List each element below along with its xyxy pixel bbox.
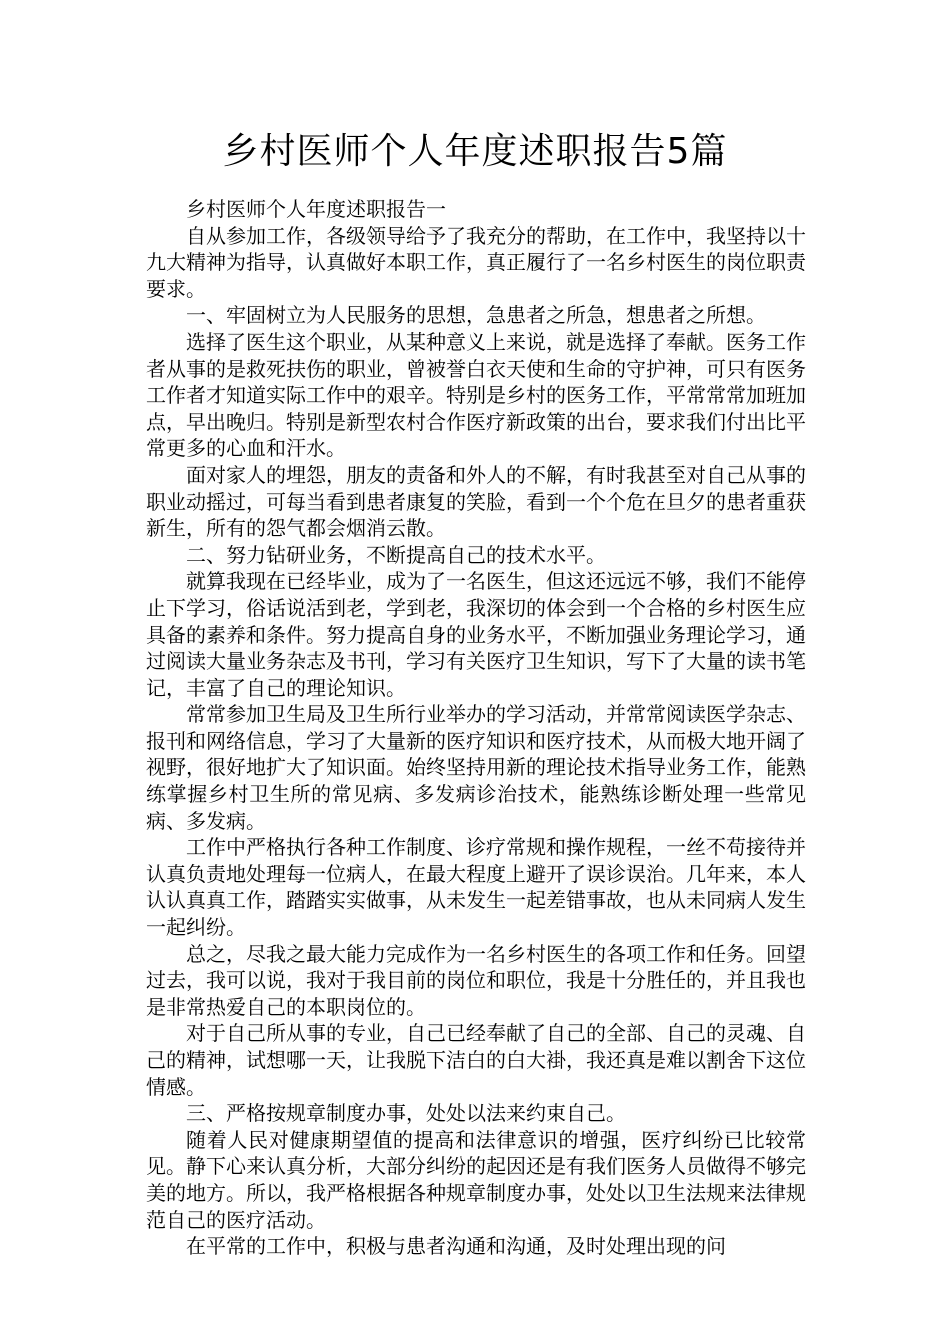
paragraph: 自从参加工作，各级领导给予了我充分的帮助，在工作中，我坚持以十九大精神为指导，认真做好本职工作，真正履行了一名乡村医生的岗位职责要求。 bbox=[146, 223, 806, 301]
paragraph: 就算我现在已经毕业，成为了一名医生，但这还远远不够，我们不能停止下学习，俗话说活到老，学到老，我深切的体会到一个合格的乡村医生应具备的素养和条件。努力提高自身的业务水平，不断加强业务理论学习，通过阅读大量业务杂志及书刊，学习有关医疗卫生知识，写下了大量的读书笔记，丰富了自己的理论知识。 bbox=[146, 569, 806, 700]
section-heading-2: 二、努力钻研业务，不断提高自己的技术水平。 bbox=[186, 542, 606, 567]
paragraph: 总之，尽我之最大能力完成作为一名乡村医生的各项工作和任务。回望过去，我可以说，我对于我目前的岗位和职位，我是十分胜任的，并且我也是非常热爱自己的本职岗位的。 bbox=[146, 941, 806, 1019]
paragraph: 随着人民对健康期望值的提高和法律意识的增强，医疗纠纷已比较常见。静下心来认真分析，大部分纠纷的起因还是有我们医务人员做得不够完美的地方。所以，我严格根据各种规章制度办事，处处以卫生法规来法律规范自己的医疗活动。 bbox=[146, 1127, 806, 1232]
document-body bbox=[146, 196, 806, 1260]
paragraph: 工作中严格执行各种工作制度、诊疗常规和操作规程，一丝不苟接待并认真负责地处理每一位病人，在最大程度上避开了误诊误治。几年来，本人认认真真工作，踏踏实实做事，从未发生一起差错事故，也从未同病人发生一起纠纷。 bbox=[146, 835, 806, 940]
paragraph: 常常参加卫生局及卫生所行业举办的学习活动，并常常阅读医学杂志、报刊和网络信息，学习了大量新的医疗知识和医疗技术，从而极大地开阔了视野，很好地扩大了知识面。始终坚持用新的理论技术指导业务工作，能熟练掌握乡村卫生所的常见病、多发病诊治技术，能熟练诊断处理一些常见病、多发病。 bbox=[146, 702, 806, 833]
paragraph: 对于自己所从事的专业，自己已经奉献了自己的全部、自己的灵魂、自己的精神，试想哪一天，让我脱下洁白的白大褂，我还真是难以割舍下这位情感。 bbox=[146, 1021, 806, 1099]
paragraph: 面对家人的埋怨，朋友的责备和外人的不解，有时我甚至对自己从事的职业动摇过，可每当看到患者康复的笑脸，看到一个个危在旦夕的患者重获新生，所有的怨气都会烟消云散。 bbox=[146, 462, 806, 541]
paragraph: 在平常的工作中，积极与患者沟通和沟通，及时处理出现的问 bbox=[186, 1234, 726, 1259]
section-heading-report-one: 乡村医师个人年度述职报告一 bbox=[186, 197, 446, 221]
paragraph: 选择了医生这个职业，从某种意义上来说，就是选择了奉献。医务工作者从事的是救死扶伤的职业，曾被誉白衣天使和生命的守护神，可只有医务工作者才知道实际工作中的艰辛。特别是乡村的医务工作，平常常常加班加点，早出晚归。特别是新型农村合作医疗新政策的出台，要求我们付出比平常更多的心血和汗水。 bbox=[146, 329, 806, 461]
section-heading-1: 一、牢固树立为人民服务的思想，急患者之所急，想患者之所想。 bbox=[186, 303, 766, 328]
document-title: 乡村医师个人年度述职报告5篇 bbox=[222, 131, 728, 172]
section-heading-3: 三、严格按规章制度办事，处处以法来约束自己。 bbox=[186, 1101, 626, 1126]
